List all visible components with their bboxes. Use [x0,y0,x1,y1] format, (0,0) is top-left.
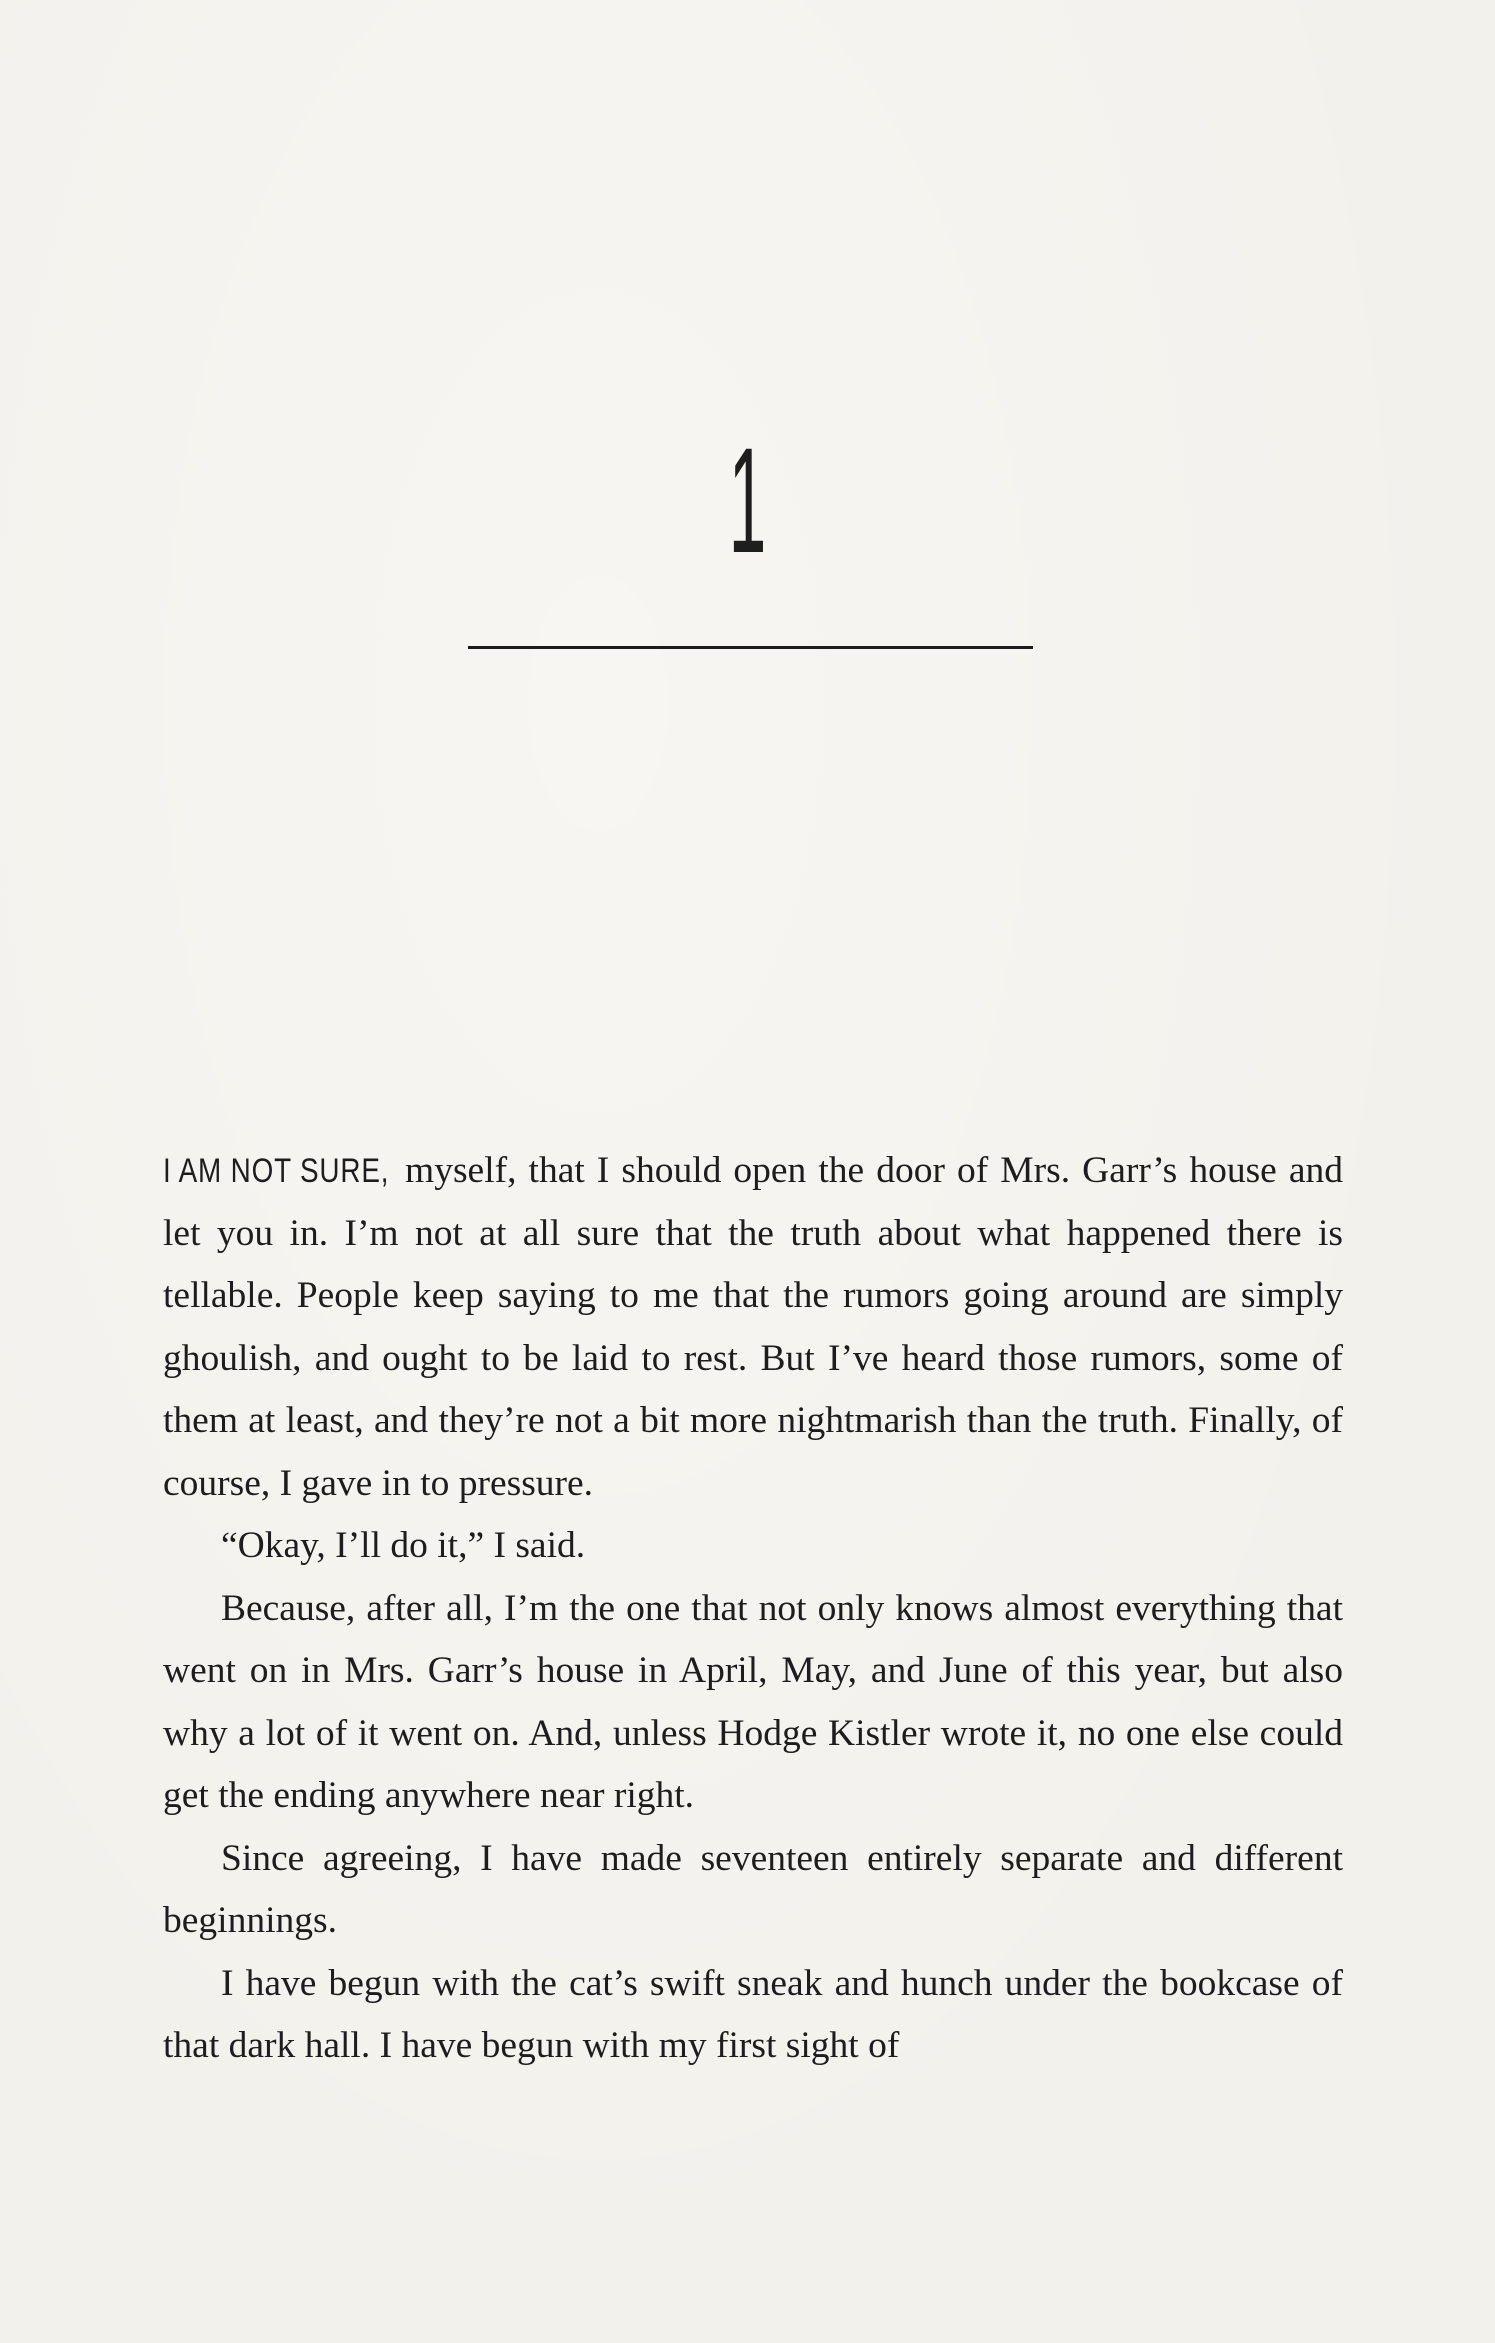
paragraph: Since agreeing, I have made seventeen entirely separate and different beginnings. [163,1837,1343,1941]
chapter-body [163,1140,1343,2078]
paragraph: “Okay, I’ll do it,” I said. [221,1525,586,1566]
paragraph [163,1140,1343,1515]
paragraph-text: myself, that I should open the door of Mrs. Garr’s house and let you in. I’m not at all sure that the truth about what happened there is tellable. People keep saying to me that the rumors going around are simply ghoulish, and ought to be laid to rest. But I’ve heard those rumors, some of them at least, and they’re not a bit more nightmarish than the truth. Finally, of course, I gave in to pressure. [163,1150,1343,1504]
paragraph: Because, after all, I’m the one that not only knows almost everything that went on in Mrs. Garr’s house in April, May, and June of this year, but also why a lot of it went on. And, unless Hodge Kistler wrote it, no one else could get the ending anywhere near right. [163,1587,1343,1816]
chapter-divider [468,646,1033,649]
paragraph: I have begun with the cat’s swift sneak and hunch under the bookcase of that dark hall. I have begun with my first sight of [163,1962,1343,2066]
chapter-number: 1 [728,416,767,584]
lead-in-small-caps: I AM NOT SURE, [163,1152,390,1190]
